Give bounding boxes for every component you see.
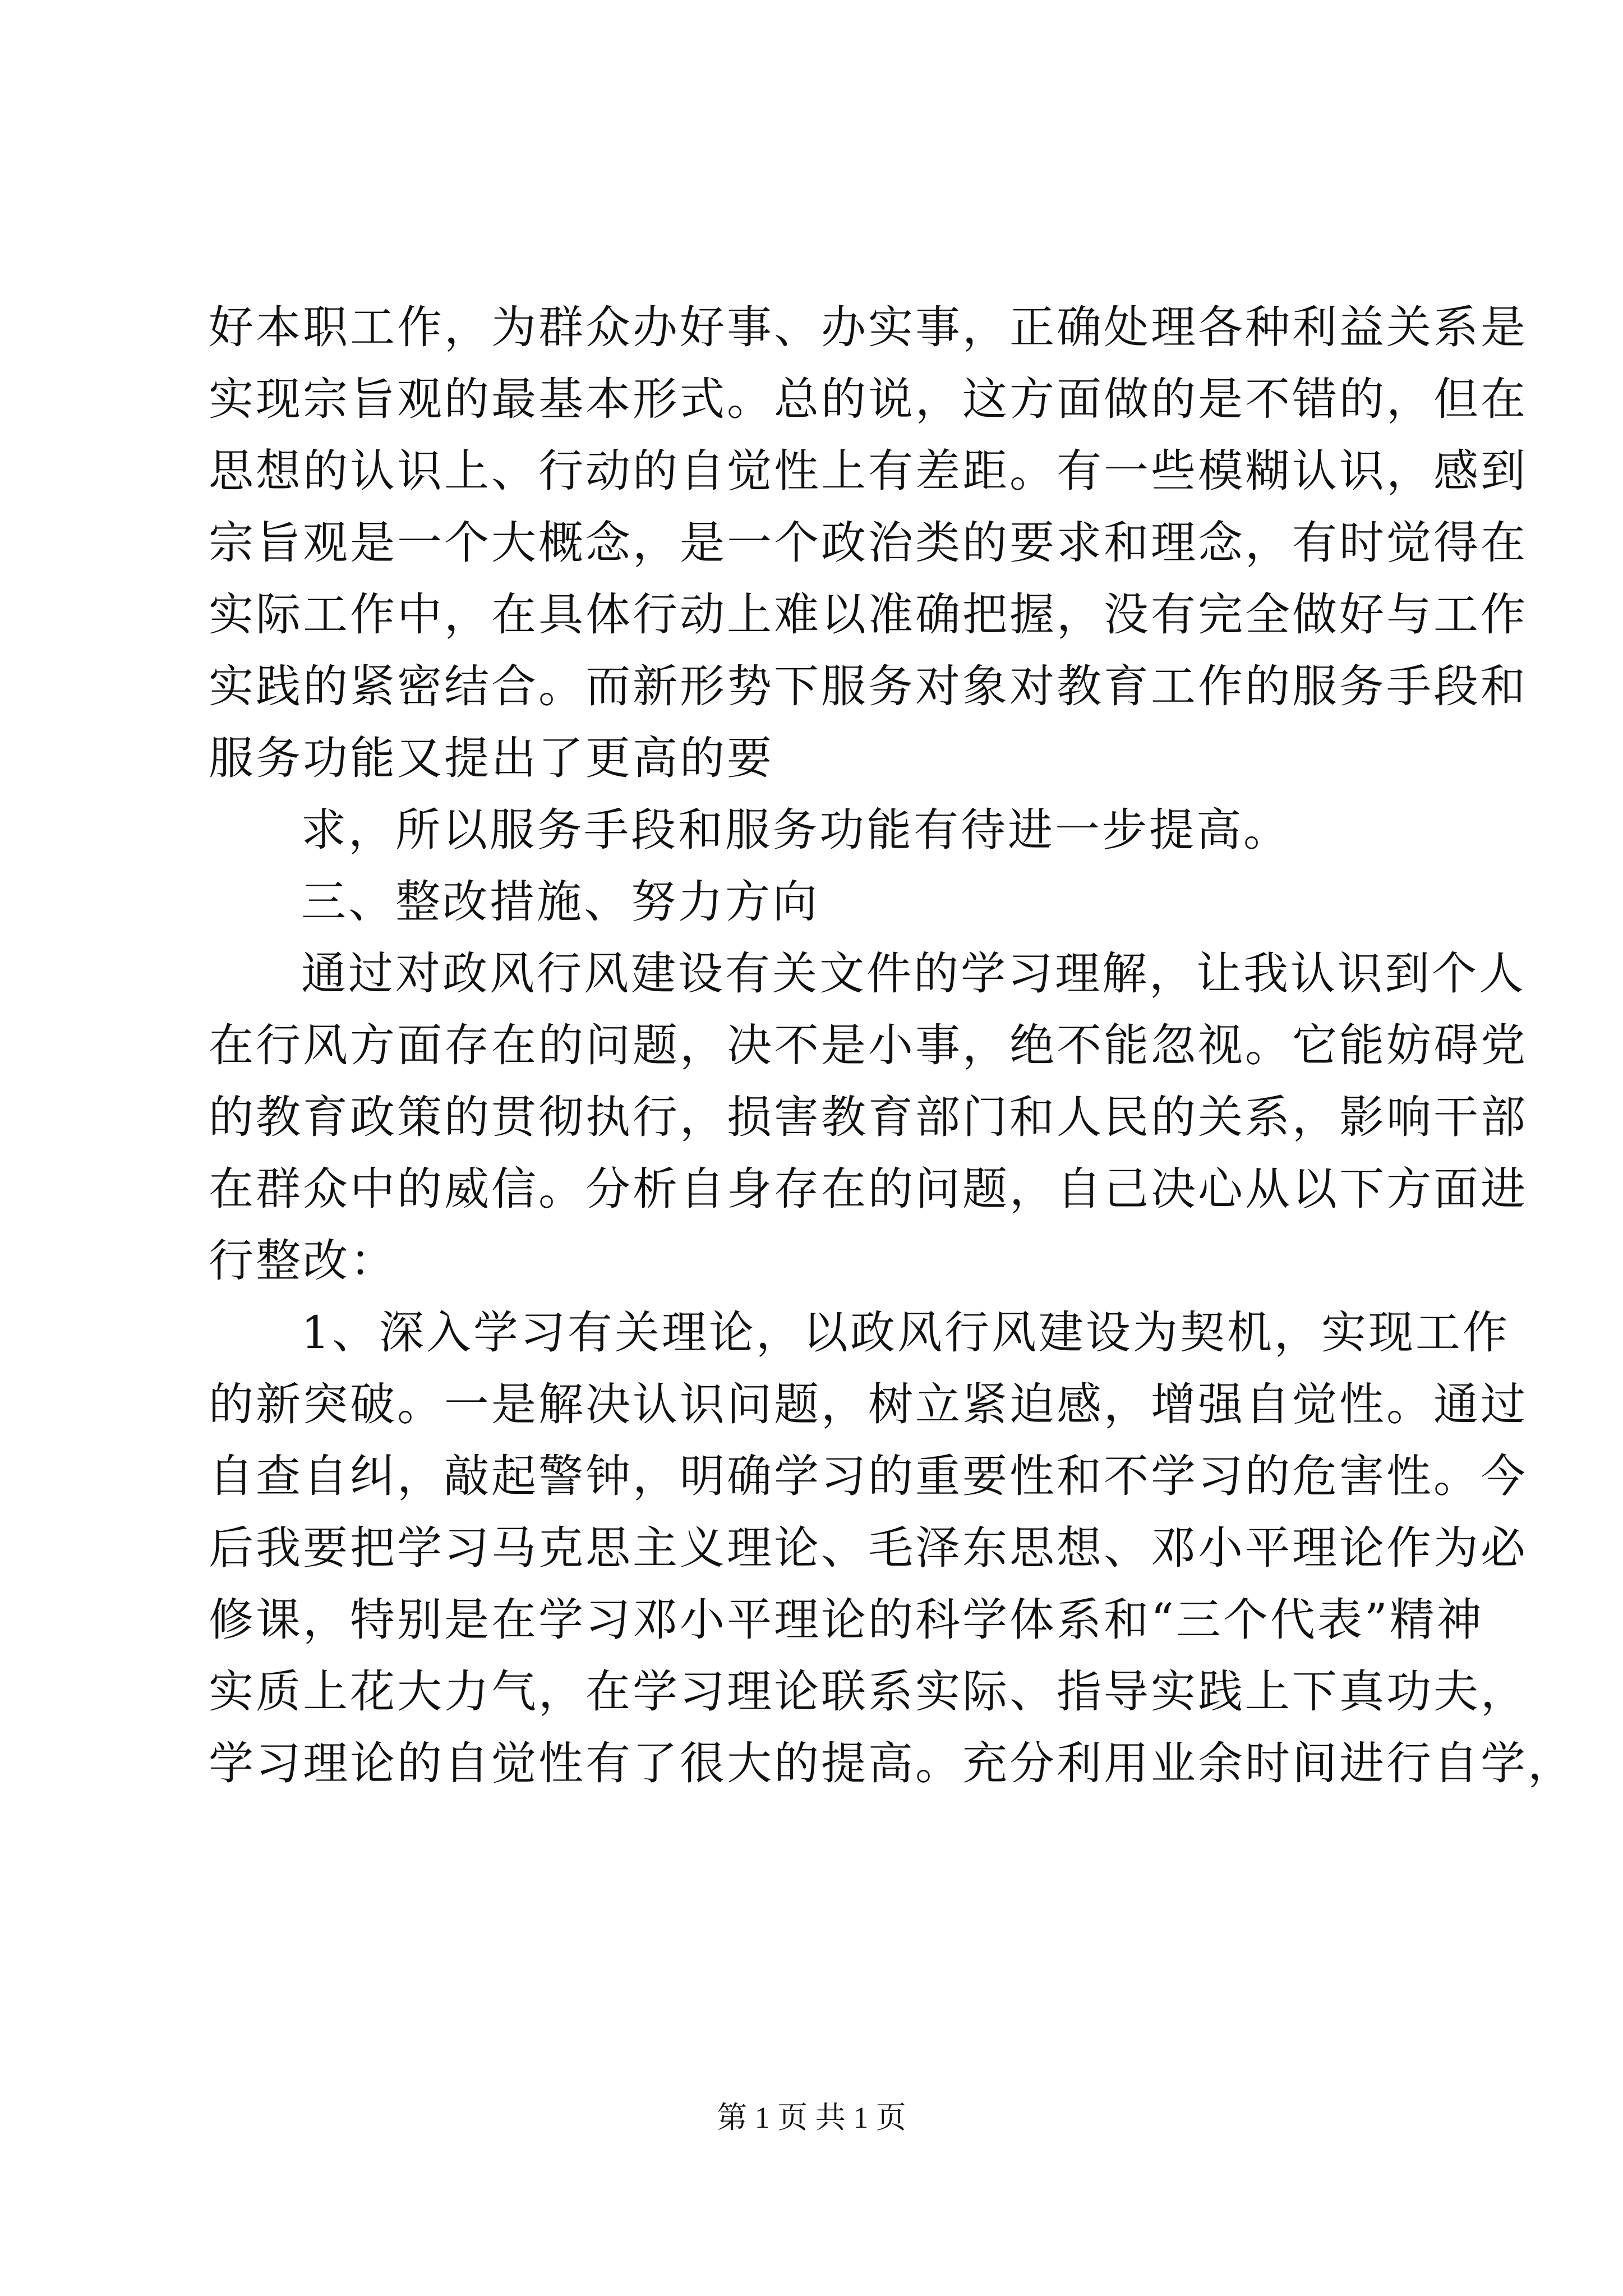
text-line: 在群众中的威信。分析自身存在的问题，自己决心从以下方面进 [209,1163,1528,1215]
text-line: 1、深入学习有关理论，以政风行风建设为契机，实现工作 [301,1306,1510,1359]
text-line: 在行风方面存在的问题，决不是小事，绝不能忽视。它能妨碍党 [209,1019,1528,1071]
text-line: 实质上花大力气，在学习理论联系实际、指导实践上下真功夫， [209,1665,1528,1718]
text-line: 行整改： [209,1235,397,1287]
text-line: 后我要把学习马克思主义理论、毛泽东思想、邓小平理论作为必 [209,1522,1528,1574]
body-text [209,292,1575,1800]
text-line: 的教育政策的贯彻执行，损害教育部门和人民的关系，影响干部 [209,1091,1528,1143]
text-line: 好本职工作，为群众办好事、办实事，正确处理各种利益关系是 [209,301,1528,353]
text-line: 的新突破。一是解决认识问题，树立紧迫感，增强自觉性。通过 [209,1378,1528,1430]
section-heading: 三、整改措施、努力方向 [301,876,819,928]
text-line: 实际工作中，在具体行动上难以准确把握，没有完全做好与工作 [209,588,1528,641]
text-line: 学习理论的自觉性有了很大的提高。充分利用业余时间进行自学， [209,1737,1575,1789]
text-line: 求，所以服务手段和服务功能有待进一步提高。 [301,804,1290,856]
page-footer: 第 1 页 共 1 页 [717,2101,906,2134]
text-line: 修课，特别是在学习邓小平理论的科学体系和“三个代表”精神 [209,1594,1484,1646]
text-line: 服务功能又提出了更高的要 [209,732,774,784]
text-line: 思想的认识上、行动的自觉性上有差距。有一些模糊认识，感到 [209,445,1528,497]
text-line: 实现宗旨观的最基本形式。总的说，这方面做的是不错的，但在 [209,373,1528,425]
text-line: 自查自纠，敲起警钟，明确学习的重要性和不学习的危害性。今 [209,1450,1528,1502]
text-line: 实践的紧密结合。而新形势下服务对象对教育工作的服务手段和 [209,660,1528,712]
text-line: 宗旨观是一个大概念，是一个政治类的要求和理念，有时觉得在 [209,517,1528,569]
text-line: 通过对政风行风建设有关文件的学习理解，让我认识到个人 [301,947,1526,1000]
